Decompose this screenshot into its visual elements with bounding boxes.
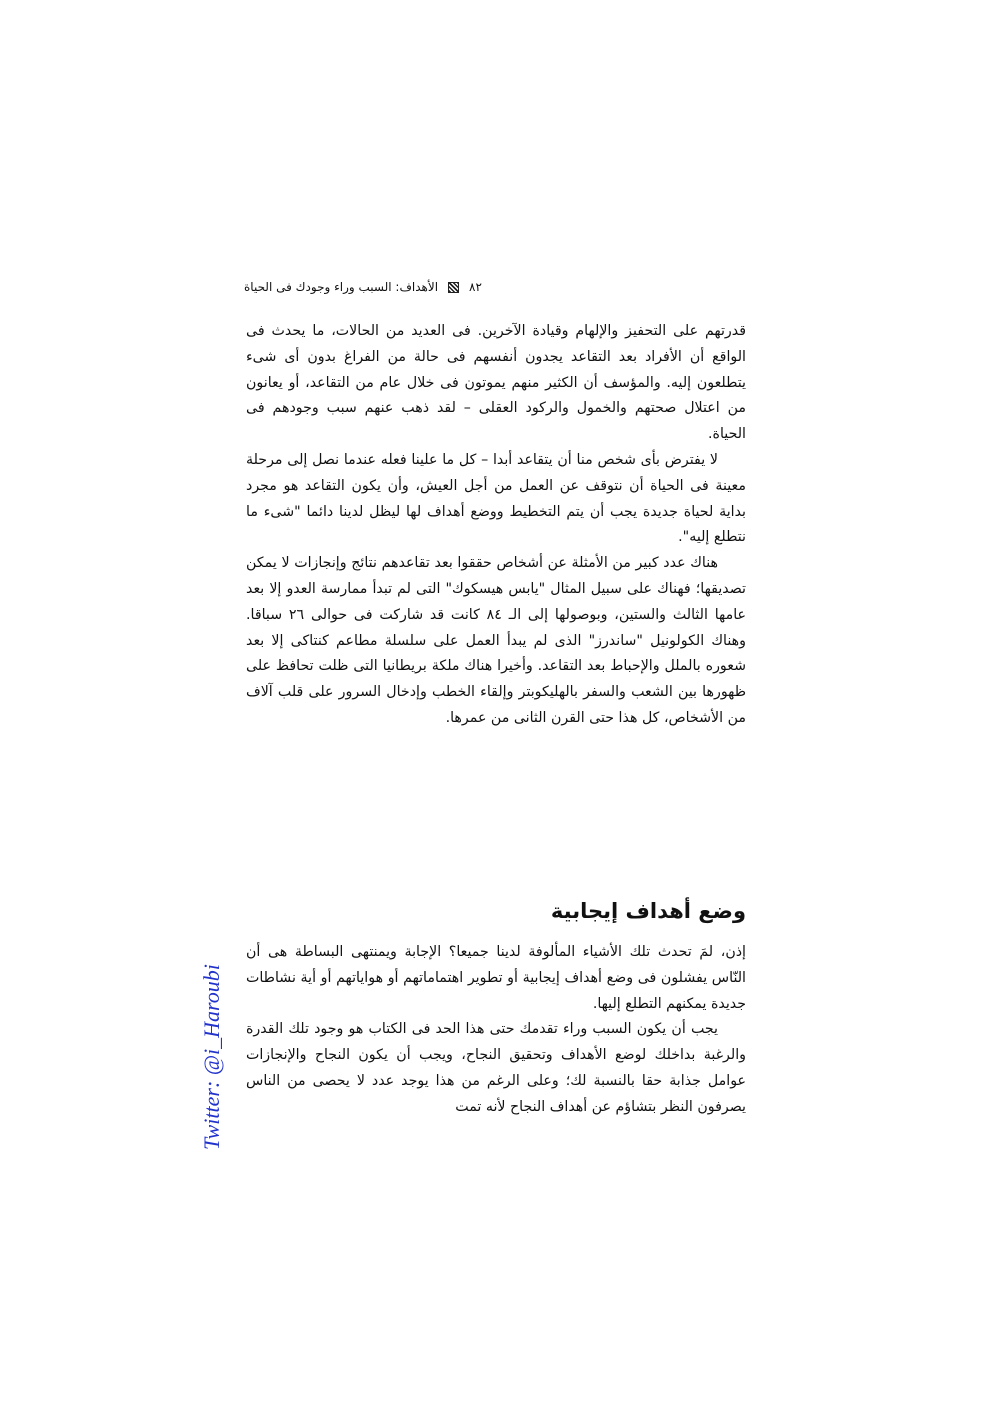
paragraph: قدرتهم على التحفيز والإلهام وقيادة الآخرين. فى العديد من الحالات، ما يحدث فى الواقع أن الأفراد بعد التقاعد يجدون أنفسهم فى حالة من الفراغ بدون أى شىء يتطلعون إليه. والمؤسف أن الكثير منهم يموتون فى خلال عام من التقاعد، أو يعانون من اعتلال صحتهم والخمول والركود العقلى – لقد ذهب عنهم سبب وجودهم فى الحياة. [246, 323, 746, 443]
running-header-title: الأهداف: السبب وراء وجودك فى الحياة [244, 280, 439, 294]
section-positive-goals [246, 854, 746, 1121]
section-heading: وضع أهداف إيجابية [550, 899, 746, 923]
paragraph: لا يفترض بأى شخص منا أن يتقاعد أبدا – كل ما علينا فعله عندما نصل إلى مرحلة معينة فى الحياة أن نتوقف عن العمل من أجل العيش، وأن يكون التقاعد هو مجرد بداية لحياة جديدة يجب أن يتم التخطيط ووضع أهداف لها ليظل لدينا دائما "شىء ما نتطلع إليه". [246, 451, 746, 546]
body-text-before-heading [246, 319, 746, 732]
twitter-watermark: Twitter: @i_Haroubi [199, 964, 224, 1150]
paragraph: يجب أن يكون السبب وراء تقدمك حتى هذا الحد فى الكتاب هو وجود تلك القدرة والرغبة بداخلك لوضع الأهداف وتحقيق النجاح، ويجب أن يكون النجاح والإنجازات عوامل جذابة حقا بالنسبة لك؛ وعلى الرغم من هذا يوجد عدد لا يحصى من الناس يصرفون النظر بتشاؤم عن أهداف النجاح لأنه تمت [246, 1021, 746, 1115]
running-header [244, 277, 514, 297]
page-number: ٨٢ [469, 280, 482, 294]
paragraph: إذن، لمَ تحدث تلك الأشياء المألوفة لدينا جميعا؟ الإجابة ويمنتهى البساطة هى أن النّاس يفشلون فى وضع أهداف إيجابية أو تطوير اهتماماتهم أو هواياتهم أو أية نشاطات جديدة يمكنهم التطلع إليها. [246, 944, 746, 1012]
paragraph: هناك عدد كبير من الأمثلة عن أشخاص حققوا بعد تقاعدهم نتائج وإنجازات لا يمكن تصديقها؛ فهناك على سبيل المثال "يابس هيسكوك" التى لم تبدأ ممارسة العدو إلا بعد عامها الثالث والستين، وبوصولها إلى الـ ٨٤ كانت قد شاركت فى حوالى ٢٦ سباقا. وهناك الكولونيل "ساندرز" الذى لم يبدأ العمل على سلسلة مطاعم كنتاكى إلا بعد شعوره بالملل والإحباط بعد التقاعد. وأخيرا هناك ملكة بريطانيا التى ظلت تحافظ على ظهورها بين الشعب والسفر بالهليكوبتر وإلقاء الخطب وإدخال السرور على قلب آلاف من الأشخاص، كل هذا حتى القرن الثانى من عمرها. [246, 555, 746, 726]
ornament-square-icon [448, 282, 459, 293]
